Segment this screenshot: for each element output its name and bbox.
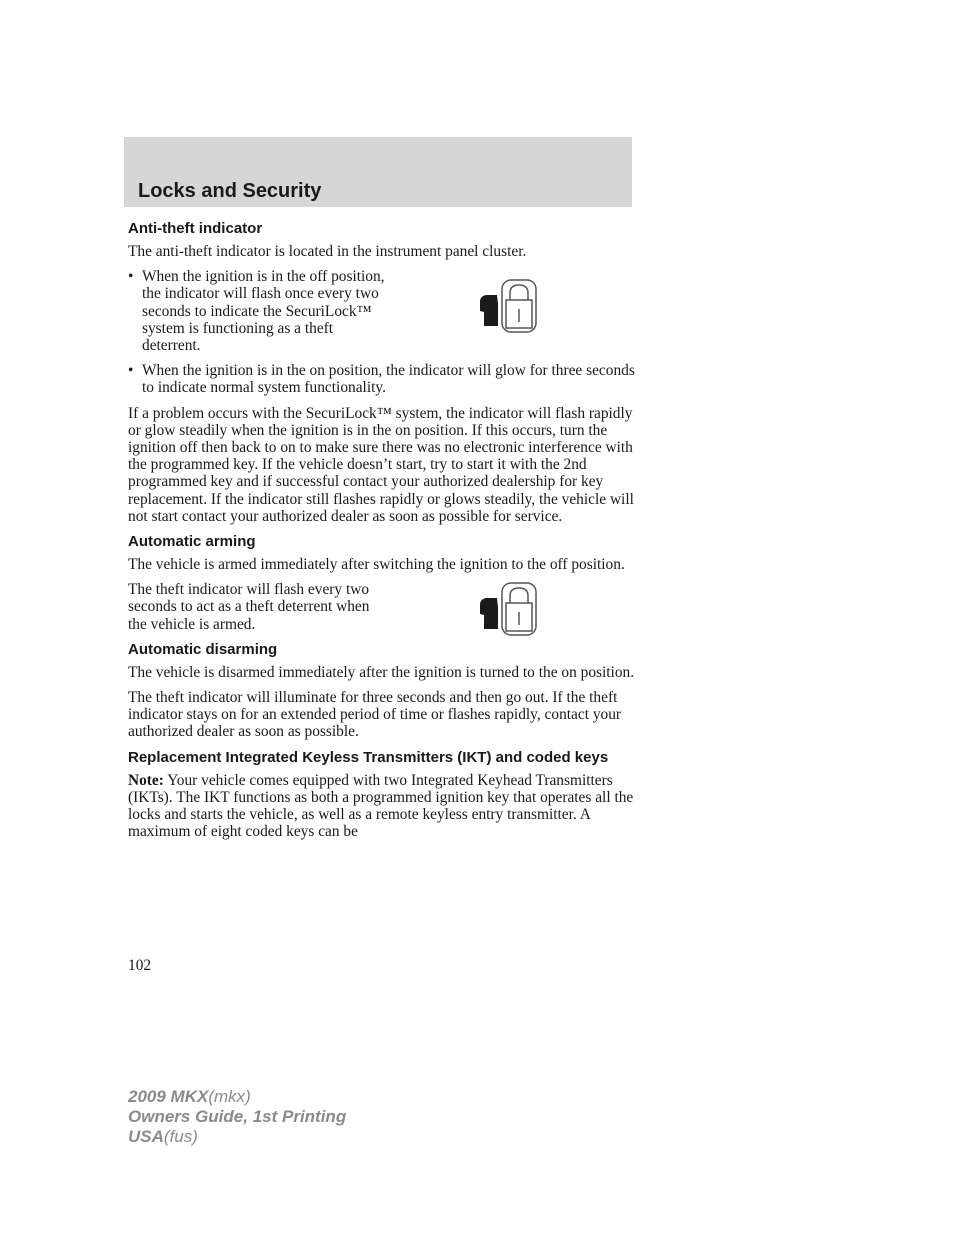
note-label: Note: [128,771,164,789]
bullet-text: When the ignition is in the on position, the indicator will glow for three seconds to indicate normal system functionality. [142,362,635,397]
footer-model: 2009 MKX [128,1087,209,1106]
arming-with-icon [128,581,638,641]
page-content [128,220,638,848]
page-number: 102 [128,957,152,974]
disarming-paragraph-2: The theft indicator will illuminate for three seconds and then go out. If the theft indicator stays on for an extended period of time or flashes rapidly, contact your authorized dealer as soon as possible. [128,689,622,741]
bullet-text: When the ignition is in the off position, the indicator will flash once every two seconds to indicate the SecuriLock™ system is functioning as a theft deterrent. [142,268,385,355]
print-footer [128,1087,346,1147]
anti-theft-problem: If a problem occurs with the SecuriLock™ system, the indicator will flash rapidly or glow steadily when the ignition is in the on position. If this occurs, turn the ignition off then back to on to make sure there was no electronic interference with the programmed key. If the vehicle doesn’t start, try to start it with the 2nd programmed key and if successful contact your authorized dealership for key replacement. If the indicator still flashes rapidly or glows steadily, the vehicle will not start contact your authorized dealer as soon as possible for service. [128,404,634,525]
footer-line-3 [128,1127,346,1147]
footer-line-1 [128,1087,346,1107]
bullet-dot: • [128,362,134,380]
anti-theft-intro: The anti-theft indicator is located in the instrument panel cluster. [128,243,527,260]
footer-market-code: (fus) [163,1127,198,1146]
footer-guide: Owners Guide, 1st Printing [128,1107,347,1126]
section-header-band [124,137,632,207]
heading-anti-theft: Anti-theft indicator [128,220,263,237]
heading-automatic-disarming: Automatic disarming [128,640,278,658]
footer-line-2 [128,1107,346,1127]
arming-paragraph-2: The theft indicator will flash every two seconds to act as a theft deterrent when the vehicle is armed. [128,581,370,633]
bullet-item [128,362,638,396]
footer-market: USA [128,1127,164,1146]
note-text: Your vehicle comes equipped with two Integrated Keyhead Transmitters (IKTs). The IKT functions as both a programmed ignition key that operates all the locks and starts the vehicle, as well as a remote keyless entry transmitter. A maximum of eight coded keys can be [128,771,634,841]
bullet-dot: • [128,268,134,286]
arming-paragraph-1: The vehicle is armed immediately after switching the ignition to the off position. [128,556,625,574]
heading-automatic-arming: Automatic arming [128,533,256,551]
heading-ikt: Replacement Integrated Keyless Transmitters (IKT) and coded keys [128,748,609,766]
car-lock-icon [476,278,538,334]
section-title: Locks and Security [138,180,322,202]
disarming-paragraph-1: The vehicle is disarmed immediately after the ignition is turned to the on position. [128,663,635,681]
bullet-item [128,268,392,354]
footer-model-code: (mkx) [208,1087,251,1106]
ikt-note [128,772,638,841]
bullet-with-icon [128,268,638,362]
car-lock-icon [476,581,538,637]
